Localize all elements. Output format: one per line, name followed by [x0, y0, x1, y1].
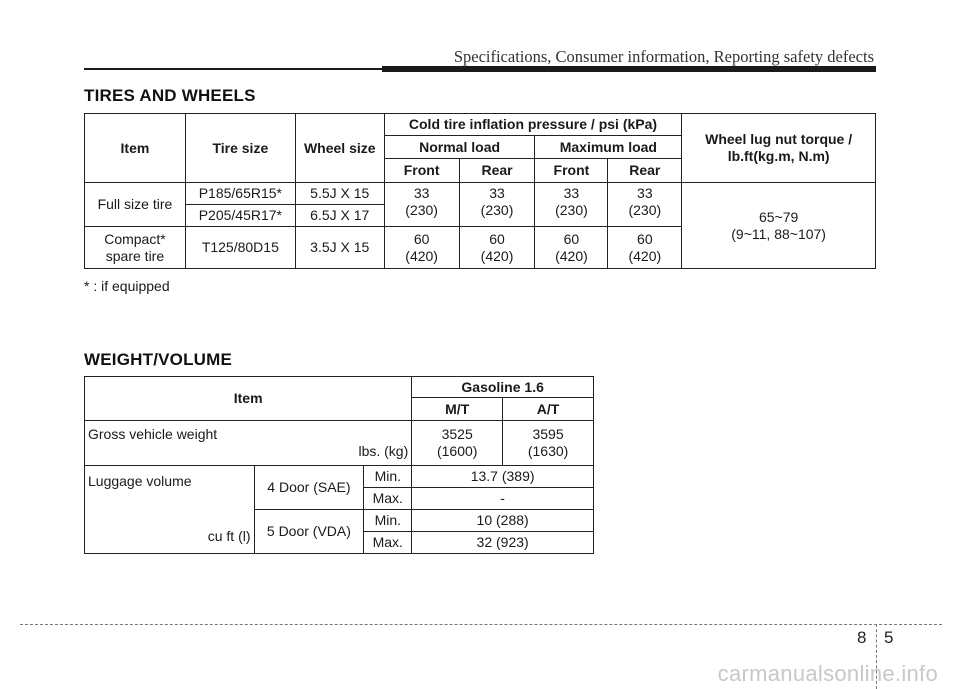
compact-label-line1: Compact* [104, 230, 166, 247]
footer-dashed-rule [20, 624, 942, 625]
luggage-4door: 4 Door (SAE) [254, 466, 364, 510]
gvw-at [503, 421, 594, 466]
luggage-4door-min-label: Min. [364, 466, 412, 488]
luggage-label: Luggage volume [88, 473, 192, 489]
lug-header-line2: lb.ft(kg.m, N.m) [727, 148, 830, 164]
kpa-value: (420) [555, 247, 588, 264]
header-pressure: Cold tire inflation pressure / psi (kPa) [384, 114, 682, 136]
kpa-value: (230) [628, 202, 662, 218]
header-tire-size: Tire size [185, 114, 295, 183]
weight-header-at: A/T [503, 398, 594, 421]
luggage-5door-min-value: 10 (288) [412, 510, 594, 532]
running-header: Specifications, Consumer information, Reporting safety defects [453, 47, 874, 66]
header-rule [84, 68, 382, 70]
kpa-value: (230) [480, 202, 514, 218]
psi-value: 60 [637, 230, 653, 247]
lug-header-line1: Wheel lug nut torque / [705, 131, 853, 147]
luggage-5door-min-label: Min. [364, 510, 412, 532]
luggage-5door-max-value: 32 (923) [412, 532, 594, 554]
full-normal-rear [459, 183, 535, 227]
kpa-value: (420) [628, 247, 662, 264]
luggage-5door: 5 Door (VDA) [254, 510, 364, 554]
weight-section-title: WEIGHT/VOLUME [84, 350, 233, 369]
header-wheel-size: Wheel size [295, 114, 384, 183]
header-bar [382, 66, 876, 72]
luggage-5door-max-label: Max. [364, 532, 412, 554]
torque-line1: 65~79 [758, 208, 799, 225]
full-max-front [535, 183, 608, 227]
header-max-rear: Rear [608, 159, 682, 183]
full-normal-front [384, 183, 459, 227]
gvw-mt [412, 421, 503, 466]
header-normal-front: Front [384, 159, 459, 183]
full-size-wheel-1: 5.5J X 15 [295, 183, 384, 205]
header-normal-rear: Rear [459, 159, 535, 183]
weight-header-engine: Gasoline 1.6 [412, 377, 594, 398]
full-max-rear [608, 183, 682, 227]
gvw-label: Gross vehicle weight [88, 426, 218, 442]
gvw-mt-kg: (1600) [436, 443, 478, 459]
gvw-unit: lbs. (kg) [358, 443, 409, 459]
luggage-label-cell [85, 466, 255, 554]
header-lug-torque [682, 114, 876, 183]
weight-header-mt: M/T [412, 398, 503, 421]
gvw-label-cell [85, 421, 412, 466]
compact-normal-front [384, 227, 459, 269]
kpa-value: (230) [555, 202, 588, 218]
compact-wheel: 3.5J X 15 [295, 227, 384, 269]
luggage-4door-min-value: 13.7 (389) [412, 466, 594, 488]
gvw-at-kg: (1630) [527, 443, 569, 459]
header-item: Item [85, 114, 186, 183]
header-normal-load: Normal load [384, 136, 535, 159]
kpa-value: (230) [405, 202, 438, 218]
watermark: carmanualsonline.info [717, 661, 938, 686]
psi-value: 33 [563, 185, 580, 201]
weight-volume-table [84, 376, 594, 554]
kpa-value: (420) [480, 247, 514, 264]
tires-wheels-table [84, 113, 876, 269]
psi-value: 33 [413, 185, 430, 201]
compact-spare-label [85, 227, 186, 269]
torque-line2: (9~11, 88~107) [731, 225, 826, 242]
luggage-unit: cu ft (l) [207, 528, 251, 544]
psi-value: 60 [563, 230, 580, 247]
gvw-mt-lbs: 3525 [441, 426, 473, 442]
full-size-label: Full size tire [85, 183, 186, 227]
luggage-4door-max-value: - [412, 488, 594, 510]
compact-normal-rear [459, 227, 535, 269]
compact-label-line2: spare tire [105, 247, 165, 264]
gvw-at-lbs: 3595 [532, 426, 564, 442]
footnote: * : if equipped [84, 278, 170, 294]
header-maximum-load: Maximum load [535, 136, 682, 159]
tires-section-title: TIRES AND WHEELS [84, 86, 256, 105]
psi-value: 60 [489, 230, 505, 247]
full-size-tire-2: P205/45R17* [185, 205, 295, 227]
header-max-front: Front [535, 159, 608, 183]
psi-value: 33 [489, 185, 505, 201]
lug-torque-value [682, 183, 876, 269]
compact-max-rear [608, 227, 682, 269]
compact-tire: T125/80D15 [185, 227, 295, 269]
kpa-value: (420) [405, 247, 438, 264]
full-size-wheel-2: 6.5J X 17 [295, 205, 384, 227]
full-size-tire-1: P185/65R15* [185, 183, 295, 205]
compact-max-front [535, 227, 608, 269]
psi-value: 33 [637, 185, 653, 201]
chapter-number: 8 [857, 628, 867, 647]
page-number: 5 [884, 628, 894, 647]
luggage-4door-max-label: Max. [364, 488, 412, 510]
weight-header-item: Item [85, 377, 412, 421]
psi-value: 60 [413, 230, 430, 247]
